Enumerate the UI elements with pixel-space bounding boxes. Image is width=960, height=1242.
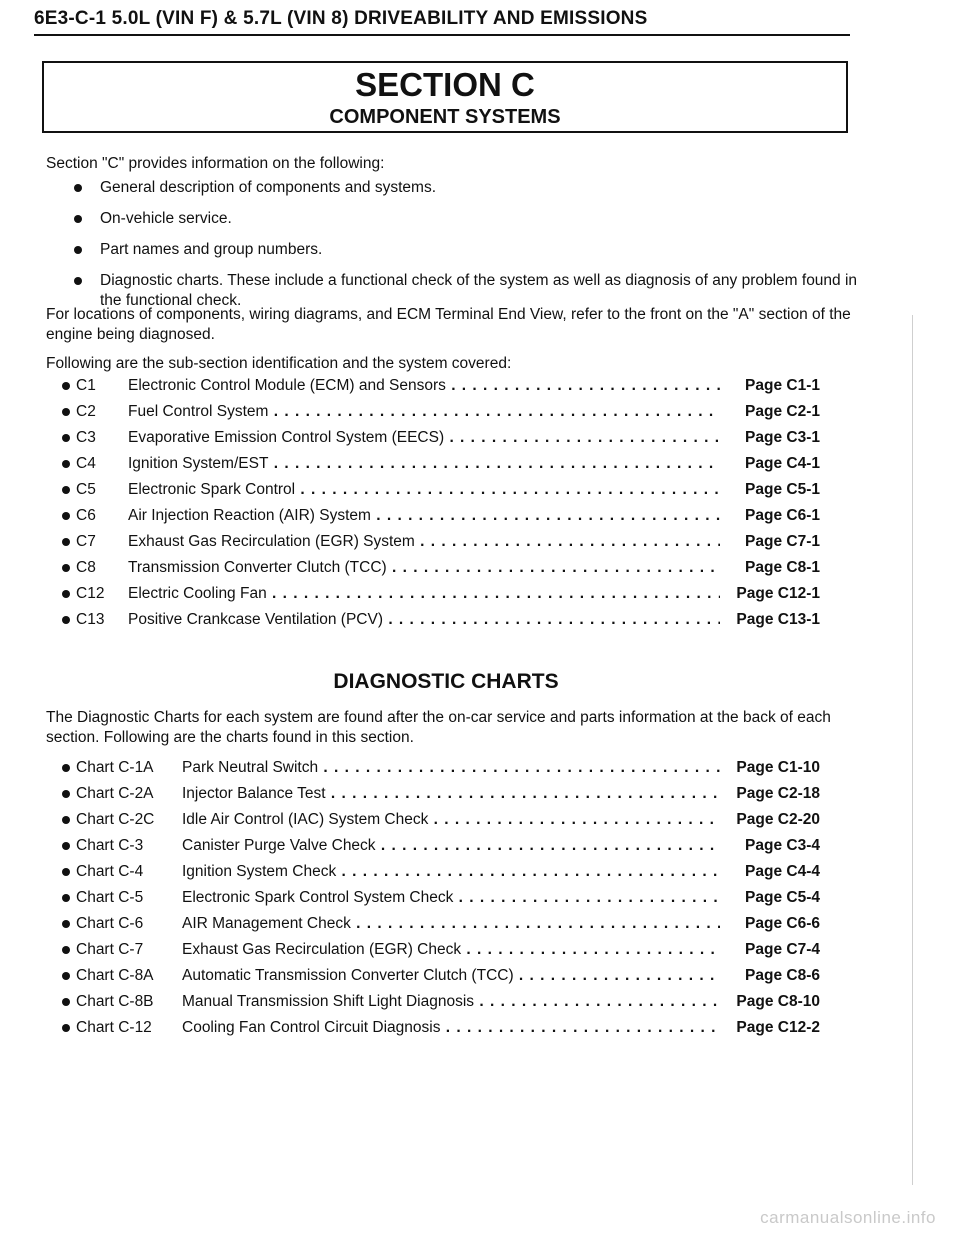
chart-page: Page C8-10 [736, 993, 820, 1010]
chart-name: Automatic Transmission Converter Clutch (TCC) . . . [182, 966, 720, 986]
chart-id: Chart C-3 [76, 837, 144, 854]
subsection-id: C12 [76, 585, 105, 602]
subsection-item[interactable] [62, 506, 832, 532]
chart-item[interactable] [62, 836, 832, 862]
chart-id: Chart C-8B [76, 993, 154, 1010]
scan-margin-line [912, 315, 913, 1185]
subsection-id: C5 [76, 481, 96, 498]
subsection-id: C7 [76, 533, 96, 550]
chart-page: Page C3-4 [745, 837, 820, 854]
bullet-icon [62, 894, 70, 902]
bullet-icon [62, 460, 70, 468]
subsection-id: C6 [76, 507, 96, 524]
subsection-name: Transmission Converter Clutch (TCC) . . . [128, 558, 720, 578]
chart-name: Exhaust Gas Recirculation (EGR) Check . . . [182, 940, 720, 960]
watermark: carmanualsonline.info [760, 1208, 936, 1227]
subsection-item[interactable] [62, 428, 832, 454]
bullet-icon [62, 486, 70, 494]
chart-page: Page C6-6 [745, 915, 820, 932]
bullet-icon [74, 215, 82, 223]
subsection-name: Electronic Control Module (ECM) and Sensors . . . [128, 376, 720, 396]
chart-name: Park Neutral Switch . . . [182, 758, 720, 778]
chart-name: AIR Management Check . . . [182, 914, 720, 934]
subsection-page: Page C13-1 [736, 611, 820, 628]
chart-item[interactable] [62, 1018, 832, 1044]
subsection-list [62, 376, 832, 636]
page-header: 6E3-C-1 5.0L (VIN F) & 5.7L (VIN 8) DRIVEABILITY AND EMISSIONS [34, 8, 850, 36]
chart-page: Page C2-20 [736, 811, 820, 828]
subsection-name: Ignition System/EST . . . [128, 454, 720, 474]
chart-item[interactable] [62, 992, 832, 1018]
diagnostic-intro: The Diagnostic Charts for each system are found after the on-car service and parts information at the back of each section. Following are the charts found in this section. [46, 709, 831, 746]
bullet-icon [62, 764, 70, 772]
subsection-name: Air Injection Reaction (AIR) System . . . [128, 506, 720, 526]
chart-page: Page C4-4 [745, 863, 820, 880]
subsection-page: Page C4-1 [745, 455, 820, 472]
intro-bullet-list [72, 178, 862, 322]
subsection-page: Page C1-1 [745, 377, 820, 394]
subsection-page: Page C8-1 [745, 559, 820, 576]
bullet-icon [74, 277, 82, 285]
bullet-icon [62, 842, 70, 850]
bullet-icon [62, 816, 70, 824]
bullet-icon [62, 564, 70, 572]
section-title-box [42, 61, 848, 133]
subsection-item[interactable] [62, 610, 832, 636]
subsection-item[interactable] [62, 584, 832, 610]
bullet-text: Part names and group numbers. [100, 241, 323, 258]
chart-item[interactable] [62, 810, 832, 836]
subsection-name: Positive Crankcase Ventilation (PCV) . . . [128, 610, 720, 630]
chart-name: Canister Purge Valve Check . . . [182, 836, 720, 856]
chart-item[interactable] [62, 966, 832, 992]
subsection-item[interactable] [62, 480, 832, 506]
bullet-icon [62, 868, 70, 876]
bullet-icon [62, 998, 70, 1006]
bullet-text: Diagnostic charts. These include a functional check of the system as well as diagnosis of any problem found in the functional check. [100, 272, 858, 309]
chart-item[interactable] [62, 914, 832, 940]
chart-name: Cooling Fan Control Circuit Diagnosis . . . [182, 1018, 720, 1038]
bullet-icon [62, 590, 70, 598]
subsection-page: Page C3-1 [745, 429, 820, 446]
chart-id: Chart C-5 [76, 889, 144, 906]
chart-item[interactable] [62, 940, 832, 966]
subsection-item[interactable] [62, 558, 832, 584]
bullet-icon [74, 246, 82, 254]
bullet-icon [62, 512, 70, 520]
subsection-name: Evaporative Emission Control System (EECS) . . . [128, 428, 720, 448]
intro-bullet [72, 209, 862, 229]
subsection-name: Fuel Control System . . . [128, 402, 720, 422]
chart-page: Page C7-4 [745, 941, 820, 958]
subsection-page: Page C7-1 [745, 533, 820, 550]
chart-name: Injector Balance Test . . . [182, 784, 720, 804]
subsection-page: Page C12-1 [736, 585, 820, 602]
bullet-icon [62, 790, 70, 798]
bullet-text: On-vehicle service. [100, 210, 232, 227]
chart-page: Page C8-6 [745, 967, 820, 984]
bullet-icon [62, 382, 70, 390]
intro-bullet [72, 240, 862, 260]
intro-bullet [72, 178, 862, 198]
bullet-icon [62, 920, 70, 928]
chart-item[interactable] [62, 784, 832, 810]
subsection-item[interactable] [62, 454, 832, 480]
subsection-item[interactable] [62, 532, 832, 558]
chart-id: Chart C-2A [76, 785, 154, 802]
subsection-item[interactable] [62, 376, 832, 402]
chart-item[interactable] [62, 758, 832, 784]
subsection-name: Electronic Spark Control . . . [128, 480, 720, 500]
subsection-name: Electric Cooling Fan . . . [128, 584, 720, 604]
bullet-icon [62, 972, 70, 980]
chart-item[interactable] [62, 862, 832, 888]
subsection-id: C2 [76, 403, 96, 420]
chart-name: Ignition System Check . . . [182, 862, 720, 882]
chart-name: Manual Transmission Shift Light Diagnosis . . . [182, 992, 720, 1012]
chart-id: Chart C-8A [76, 967, 154, 984]
subsection-id: C1 [76, 377, 96, 394]
bullet-text: General description of components and systems. [100, 179, 437, 196]
chart-page: Page C1-10 [736, 759, 820, 776]
chart-id: Chart C-2C [76, 811, 155, 828]
chart-name: Electronic Spark Control System Check . . . [182, 888, 720, 908]
chart-page: Page C5-4 [745, 889, 820, 906]
subsection-name: Exhaust Gas Recirculation (EGR) System . . . [128, 532, 720, 552]
subsection-id: C4 [76, 455, 96, 472]
chart-id: Chart C-12 [76, 1019, 152, 1036]
chart-name: Idle Air Control (IAC) System Check . . . [182, 810, 720, 830]
bullet-icon [74, 184, 82, 192]
subsection-page: Page C5-1 [745, 481, 820, 498]
diagnostic-charts-heading: DIAGNOSTIC CHARTS [333, 670, 559, 693]
chart-id: Chart C-4 [76, 863, 144, 880]
subsection-id: C13 [76, 611, 105, 628]
subsection-id: C8 [76, 559, 96, 576]
chart-page: Page C12-2 [736, 1019, 820, 1036]
section-title: SECTION C [355, 66, 535, 103]
chart-id: Chart C-1A [76, 759, 154, 776]
subsection-page: Page C2-1 [745, 403, 820, 420]
diagnostic-chart-list [62, 758, 832, 1044]
bullet-icon [62, 538, 70, 546]
subsection-id: C3 [76, 429, 96, 446]
bullet-icon [62, 408, 70, 416]
intro-lead: Section "C" provides information on the following: [46, 155, 385, 172]
section-subtitle: COMPONENT SYSTEMS [329, 106, 561, 128]
subsection-item[interactable] [62, 402, 832, 428]
bullet-icon [62, 616, 70, 624]
bullet-icon [62, 1024, 70, 1032]
chart-id: Chart C-7 [76, 941, 144, 958]
locations-note: For locations of components, wiring diagrams, and ECM Terminal End View, refer to the front on the "A" section of the engine being diagnosed. [46, 306, 851, 343]
chart-item[interactable] [62, 888, 832, 914]
chart-id: Chart C-6 [76, 915, 144, 932]
subsection-page: Page C6-1 [745, 507, 820, 524]
bullet-icon [62, 946, 70, 954]
chart-page: Page C2-18 [736, 785, 820, 802]
subsection-lead: Following are the sub-section identification and the system covered: [46, 355, 512, 372]
bullet-icon [62, 434, 70, 442]
